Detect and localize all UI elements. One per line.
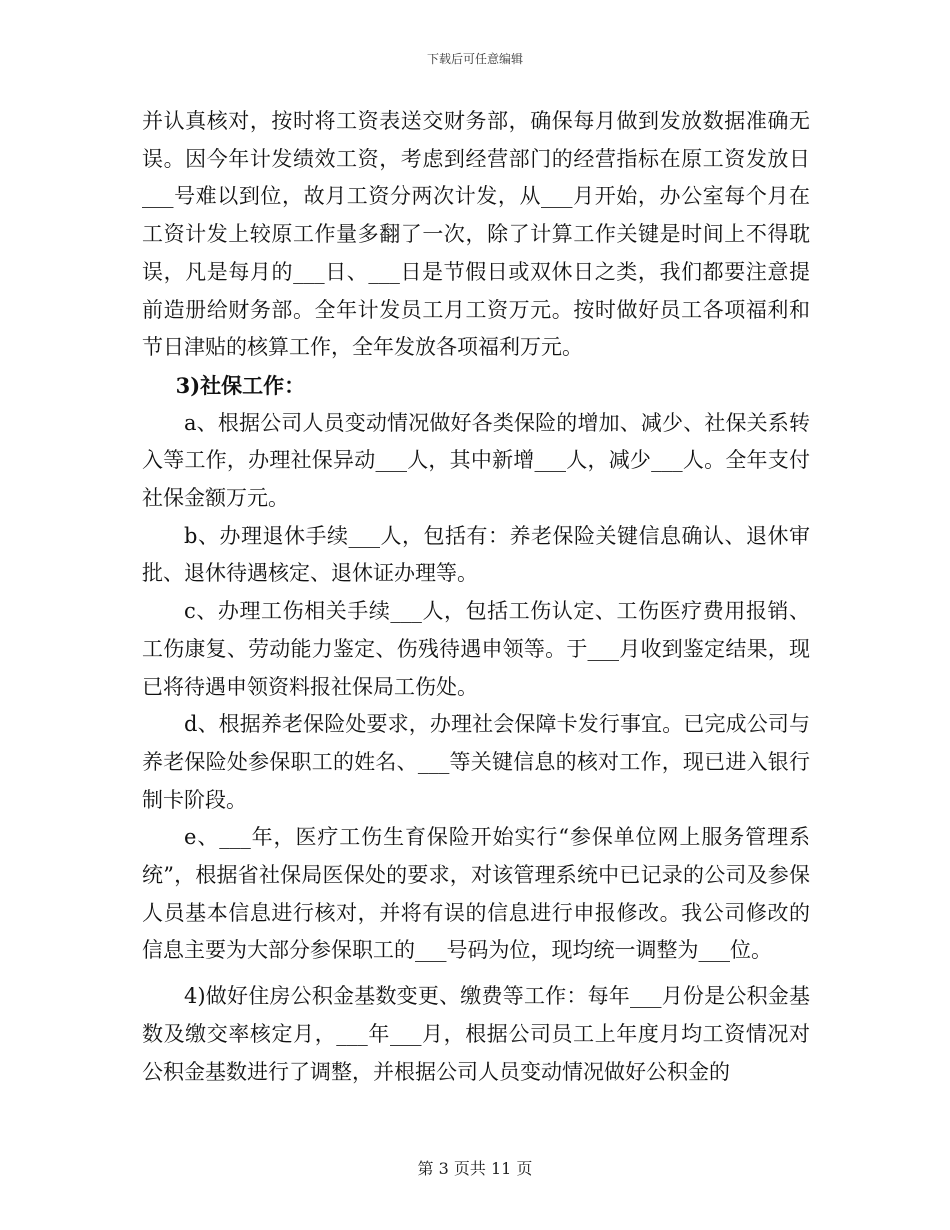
paragraph-item-d: d、根据养老保险处要求，办理社会保障卡发行事宜。已完成公司与养老保险处参保职工的姓名、___等关键信息的核对工作，现已进入银行制卡阶段。 (142, 712, 810, 812)
paragraph-item-c: c、办理工伤相关手续___人，包括工伤认定、工伤医疗费用报销、工伤康复、劳动能力鉴定、伤残待遇申领等。于___月收到鉴定结果，现已将待遇申领资料报社保局工伤处。 (142, 599, 810, 699)
paragraph-housing-fund: 4)做好住房公积金基数变更、缴费等工作：每年___月份是公积金基数及缴交率核定月，___年___月，根据公司员工上年度月均工资情况对公积金基数进行了调整，并根据公司人员变动情况做好公积金的 (142, 984, 810, 1084)
paragraph-item-b: b、办理退休手续___人，包括有：养老保险关键信息确认、退休审批、退休待遇核定、退休证办理等。 (142, 523, 810, 586)
paragraph-item-e: e、___年，医疗工伤生育保险开始实行“参保单位网上服务管理系统”，根据省社保局医保处的要求，对该管理系统中已记录的公司及参保人员基本信息进行核对，并将有误的信息进行申报修改。我公司修改的信息主要为大部分参保职工的___号码为位，现均统一调整为___位。 (142, 825, 810, 963)
page-footer: 第 3 页共 11 页 (417, 1159, 533, 1178)
section-heading-social-insurance: 3)社保工作： (175, 372, 306, 398)
document-body (142, 103, 810, 1091)
page-header: 下载后可任意编辑 (426, 52, 523, 66)
paragraph-item-a: a、根据公司人员变动情况做好各类保险的增加、减少、社保关系转入等工作，办理社保异动___人，其中新增___人，减少___人。全年支付社保金额万元。 (142, 410, 810, 511)
paragraph-salary: 并认真核对，按时将工资表送交财务部，确保每月做到发放数据准确无误。因今年计发绩效工资，考虑到经营部门的经营指标在原工资发放日___号难以到位，故月工资分两次计发，从___月开始，办公室每个月在工资计发上较原工作量多翻了一次，除了计算工作关键是时间上不得耽误，凡是每月的___日、___日是节假日或双休日之类，我们都要注意提前造册给财务部。全年计发员工月工资万元。按时做好员工各项福利和节日津贴的核算工作，全年发放各项福利万元。 (142, 109, 810, 360)
